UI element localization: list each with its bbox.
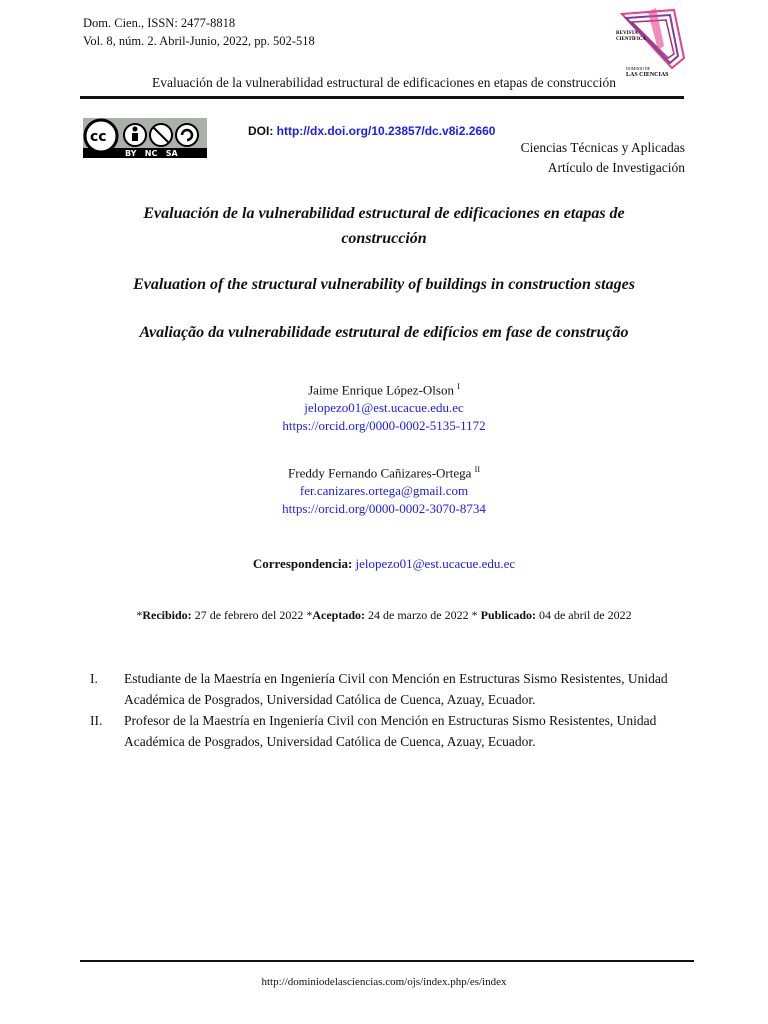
author-mark: I [457,382,460,391]
author-block [0,378,768,435]
section-area: Ciencias Técnicas y Aplicadas [520,140,685,155]
author-name: Freddy Fernando Cañizares-Ortega $^{II}$ [288,465,480,481]
journal-logo [612,8,692,78]
running-title: Evaluación de la vulnerabilidad estructural de edificaciones en etapas de construcción [151,75,617,90]
cc-terms: BY NC SA [125,149,178,158]
author-email[interactable]: jelopezo01@est.ucacue.edu.ec [304,400,464,416]
author-email[interactable]: fer.canizares.ortega@gmail.com [299,483,469,499]
affiliation-text: Profesor de la Maestría en Ingeniería Civil con Mención en Estructuras Sismo Resistentes, Unidad Académica de Posgrados, Universidad Católica de Cuenca, Azuay, Ecuador. [124,713,657,749]
cc-label: cc [90,129,107,145]
section-info [521,138,685,178]
cc-license-badge[interactable] [83,118,207,158]
affiliation-item [90,710,690,752]
title-spanish: Evaluación de la vulnerabilidad estructural de edificaciones en etapas de construcción [143,205,625,247]
correspondence-label: Correspondencia: [252,556,353,571]
affiliation-text: Estudiante de la Maestría en Ingeniería Civil con Mención en Estructuras Sismo Resistentes, Unidad Académica de Posgrados, Universidad Católica de Cuenca, Azuay, Ecuador. [124,671,668,707]
author-mark: II [474,465,480,474]
accepted-date: 24 de marzo de 2022 [368,608,469,622]
author-orcid[interactable]: https://orcid.org/0000-0002-3070-8734 [282,501,486,517]
published-label: Publicado: [480,608,536,622]
received-label: Recibido: [142,608,192,622]
doi-link[interactable]: http://dx.doi.org/10.23857/dc.v8i2.2660 [276,124,496,138]
published-date: 04 de abril de 2022 [538,608,632,622]
sa-icon [176,124,198,146]
doi-label: DOI: [248,124,277,138]
correspondence-email[interactable]: jelopezo01@est.ucacue.edu.ec [355,556,516,571]
article-dates: *Recibido: 27 de febrero del 2022 *Aceptado: 24 de marzo de 2022 * Publicado: 04 de abril de 2022 [136,608,632,622]
footer-rule [80,960,694,962]
volume-info: Vol. 8, núm. 2. Abril-Junio, 2022, pp. 502-518 [83,34,315,48]
logo-line3: DOMINIO DE [626,66,651,71]
footer-url[interactable]: http://dominiodelasciencias.com/ojs/index.php/es/index [261,976,507,988]
article-type: Artículo de Investigación [547,160,685,175]
received-date: 27 de febrero del 2022 [194,608,304,622]
logo-line4: LAS CIENCIAS [626,72,669,78]
journal-issn: Dom. Cien., ISSN: 2477-8818 [83,16,236,30]
author-name: Jaime Enrique López-Olson $^I$ [308,382,460,398]
author-orcid[interactable]: https://orcid.org/0000-0002-5135-1172 [282,418,486,434]
logo-line1: REVISTA [616,31,638,36]
accepted-label: Aceptado: [312,608,365,622]
journal-meta [83,14,315,50]
title-english: Evaluation of the structural vulnerability of buildings in construction stages [133,276,635,293]
title-portuguese: Avaliação da vulnerabilidade estrutural de edifícios em fase de construção [139,324,629,341]
affiliation-item [90,668,690,710]
logo-line2: CIENTÍFICA [616,37,647,42]
header-rule [80,96,684,99]
doi-line [248,124,495,138]
affiliation-number: I. [90,671,98,686]
correspondence [0,556,768,572]
affiliation-number: II. [90,713,103,728]
author-block [0,461,768,518]
